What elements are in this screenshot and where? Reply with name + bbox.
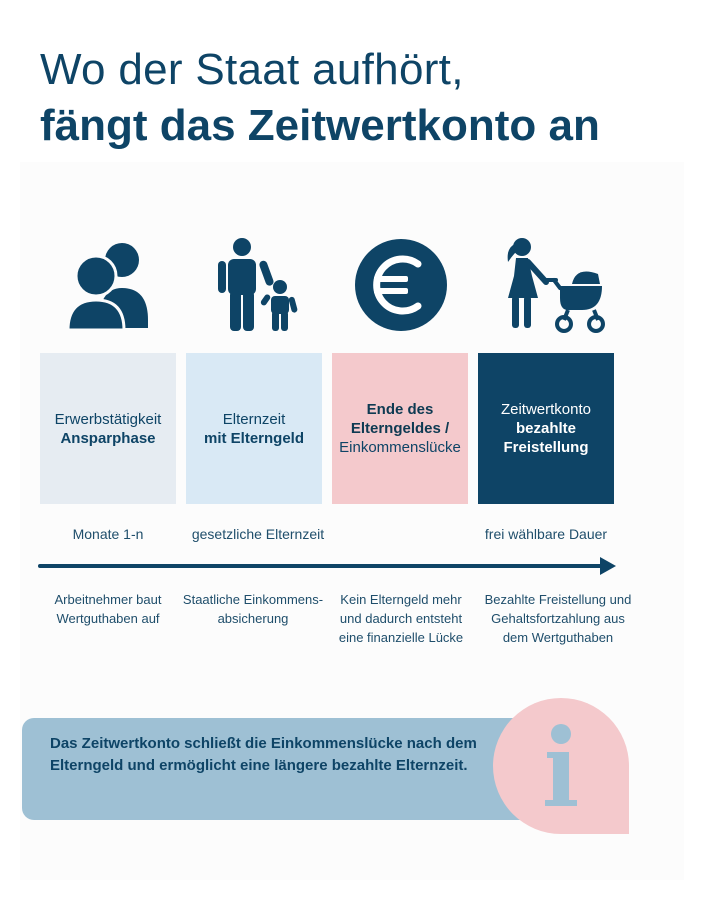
parent-child-icon <box>214 237 300 333</box>
description-1 <box>36 590 180 628</box>
description-2 <box>176 590 330 628</box>
phase-box-zeitwertkonto <box>478 353 614 504</box>
title-line-2: fängt das Zeitwertkonto an <box>40 101 600 150</box>
description-line: und dadurch entsteht <box>339 611 463 626</box>
phase-label-bold: Freistellung <box>503 439 589 456</box>
phase-box-einkommensluecke <box>332 353 468 504</box>
description-line: Arbeitnehmer baut <box>54 592 162 607</box>
description-line: Wertguthaben auf <box>56 611 160 626</box>
description-line: absicherung <box>217 611 289 626</box>
phase-label: Erwerbstätigkeit <box>54 410 162 428</box>
timeline-arrow <box>38 556 618 576</box>
phase-box-ansparphase <box>40 353 176 504</box>
description-3 <box>330 590 472 647</box>
phase-label-bold: Ansparphase <box>60 429 156 447</box>
description-line: dem Wertguthaben <box>502 630 614 645</box>
description-line: Gehaltsfortzahlung aus <box>491 611 625 626</box>
timeline-label-2: gesetzliche Elternzeit <box>191 526 325 542</box>
description-4 <box>476 590 640 647</box>
info-text: Das Zeitwertkonto schließt die Einkommenslücke nach dem Elterngeld und ermöglicht eine längere bezahlte Elternzeit. <box>50 735 477 774</box>
description-line: Bezahlte Freistellung und <box>484 592 632 607</box>
info-icon <box>493 698 629 834</box>
phase-label-bold: bezahlte <box>515 420 576 437</box>
phase-box-elternzeit <box>186 353 322 504</box>
page-title <box>40 42 600 154</box>
phase-label-bold: Elterngeldes / <box>350 420 450 437</box>
people-icon <box>66 240 150 332</box>
phase-label-bold: Ende des <box>366 401 434 418</box>
description-line: eine finanzielle Lücke <box>338 630 464 645</box>
phase-label: Einkommenslücke <box>339 439 461 456</box>
euro-icon <box>354 238 448 332</box>
phase-label: Elternzeit <box>222 410 286 428</box>
timeline-label-4: frei wählbare Dauer <box>484 526 608 542</box>
description-line: Staatliche Einkommens- <box>182 592 324 607</box>
mother-stroller-icon <box>498 236 606 334</box>
description-line: Kein Elterngeld mehr <box>340 592 462 607</box>
phase-label: Zeitwertkonto <box>500 401 592 418</box>
title-line-1: Wo der Staat aufhört, <box>40 45 464 94</box>
timeline-label-1: Monate 1-n <box>72 526 144 542</box>
phase-label-bold: mit Elterngeld <box>203 429 304 447</box>
